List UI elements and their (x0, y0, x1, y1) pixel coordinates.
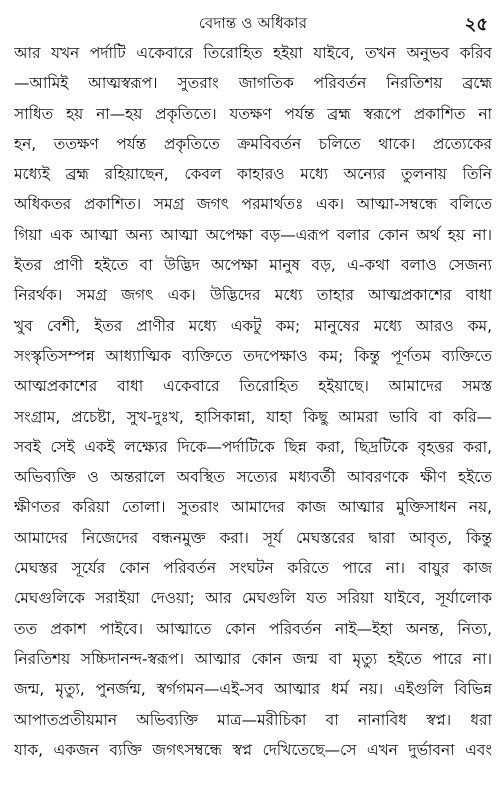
running-title: বেদান্ত ও অধিকার (198, 14, 308, 32)
body-text (14, 38, 492, 765)
text-line: মধ্যেই ব্রহ্ম রহিয়াছেন, কেবল কাহারও মধ্যে অন্যের তুলনায় তিনি (14, 165, 492, 184)
text-line: নিরর্থক। সমগ্র জগৎ এক। উদ্ভিদের মধ্যে তাহার আত্মপ্রকাশের বাধা (14, 286, 492, 305)
text-line: সাধিত হয় না—হয় প্রকৃতিতে। যতক্ষণ পর্যন্ত ব্রহ্ম স্বরূপে প্রকাশিত না (14, 104, 492, 123)
text-line: ইতর প্রাণী হইতে বা উদ্ভিদ অপেক্ষা মানুষ বড়, এ-কথা বলাও সেজন্য (14, 256, 492, 275)
page-number: ২৫ (464, 14, 488, 35)
text-line: আমাদের নিজেদের বন্ধনমুক্ত করা। সূর্য মেঘস্তরের দ্বারা আবৃত, কিন্তু (14, 528, 492, 547)
text-line: গিয়া এক আত্মা অন্য আত্মা অপেক্ষা বড়—এরূপ বলার কোন অর্থ হয় না। (14, 225, 492, 244)
text-line: অধিকতর প্রকাশিত। সমগ্র জগৎ পরমার্থতঃ এক। আত্মা-সম্বন্ধে বলিতে (14, 195, 492, 214)
text-line: তত প্রকাশ পাইবে। আত্মাতে কোন পরিবর্তন নাই—ইহা অনন্ত, নিত্য, (14, 619, 492, 638)
text-line: নিরতিশয় সচ্চিদানন্দ-স্বরূপ। আত্মার কোন জন্ম বা মৃত্যু হইতে পারে না। (14, 649, 492, 668)
text-line: যাক, একজন ব্যক্তি জগৎসম্বন্ধে স্বপ্ন দেখিতেছে—সে এখন দুর্ভাবনা এবং (14, 740, 492, 759)
text-line: হন, ততক্ষণ পর্যন্ত প্রকৃতিতে ক্রমবিবর্তন চলিতে থাকে। প্রত্যেকের (14, 134, 492, 153)
text-line: ক্ষীণতর করিয়া তোলা। সুতরাং আমাদের কাজ আত্মার মুক্তিসাধন নয়, (14, 498, 492, 517)
text-line: মেঘস্তর সূর্যের কোন পরিবর্তন সংঘটন করিতে পারে না। বায়ুর কাজ (14, 559, 492, 578)
text-line: সবই সেই একই লক্ষ্যের দিকে—পর্দাটিকে ছিন্ন করা, ছিদ্রটিকে বৃহত্তর করা, (14, 437, 492, 456)
text-line: আর যখন পর্দাটি একেবারে তিরোহিত হইয়া যাইবে, তখন অনুভব করিব (14, 44, 492, 62)
running-header (14, 8, 492, 38)
text-line: সংস্কৃতিসম্পন্ন আধ্যাত্মিক ব্যক্তিতে তদপেক্ষাও কম; কিন্তু পূর্ণতম ব্যক্তিতে (14, 346, 492, 365)
text-line: জন্ম, মৃত্যু, পুনর্জন্ম, স্বর্গগমন—এই-সব আত্মার ধর্ম নয়। এইগুলি বিভিন্ন (14, 680, 492, 699)
text-line: খুব বেশী, ইতর প্রাণীর মধ্যে একটু কম; মানুষের মধ্যে আরও কম, (14, 316, 492, 335)
text-line: —আমিই আত্মস্বরূপ। সুতরাং জাগতিক পরিবর্তন নিরতিশয় ব্রহ্মে (14, 74, 492, 93)
text-line: অভিব্যক্তি ও অন্তরালে অবস্থিত সত্যের মধ্যবর্তী আবরণকে ক্ষীণ হইতে (14, 468, 492, 487)
text-line: মেঘগুলিকে সরাইয়া দেওয়া; আর মেঘগুলি যত সরিয়া যাইবে, সূর্যালোক (14, 589, 492, 608)
text-line: সংগ্রাম, প্রচেষ্টা, সুখ-দুঃখ, হাসিকান্না, যাহা কিছু আমরা ভাবি বা করি— (14, 407, 492, 426)
text-line: আত্মপ্রকাশের বাধা একেবারে তিরোহিত হইয়াছে। আমাদের সমস্ত (14, 377, 492, 396)
text-line: আপাতপ্রতীয়মান অভিব্যক্তি মাত্র—মরীচিকা বা নানাবিধ স্বপ্ন। ধরা (14, 710, 492, 729)
